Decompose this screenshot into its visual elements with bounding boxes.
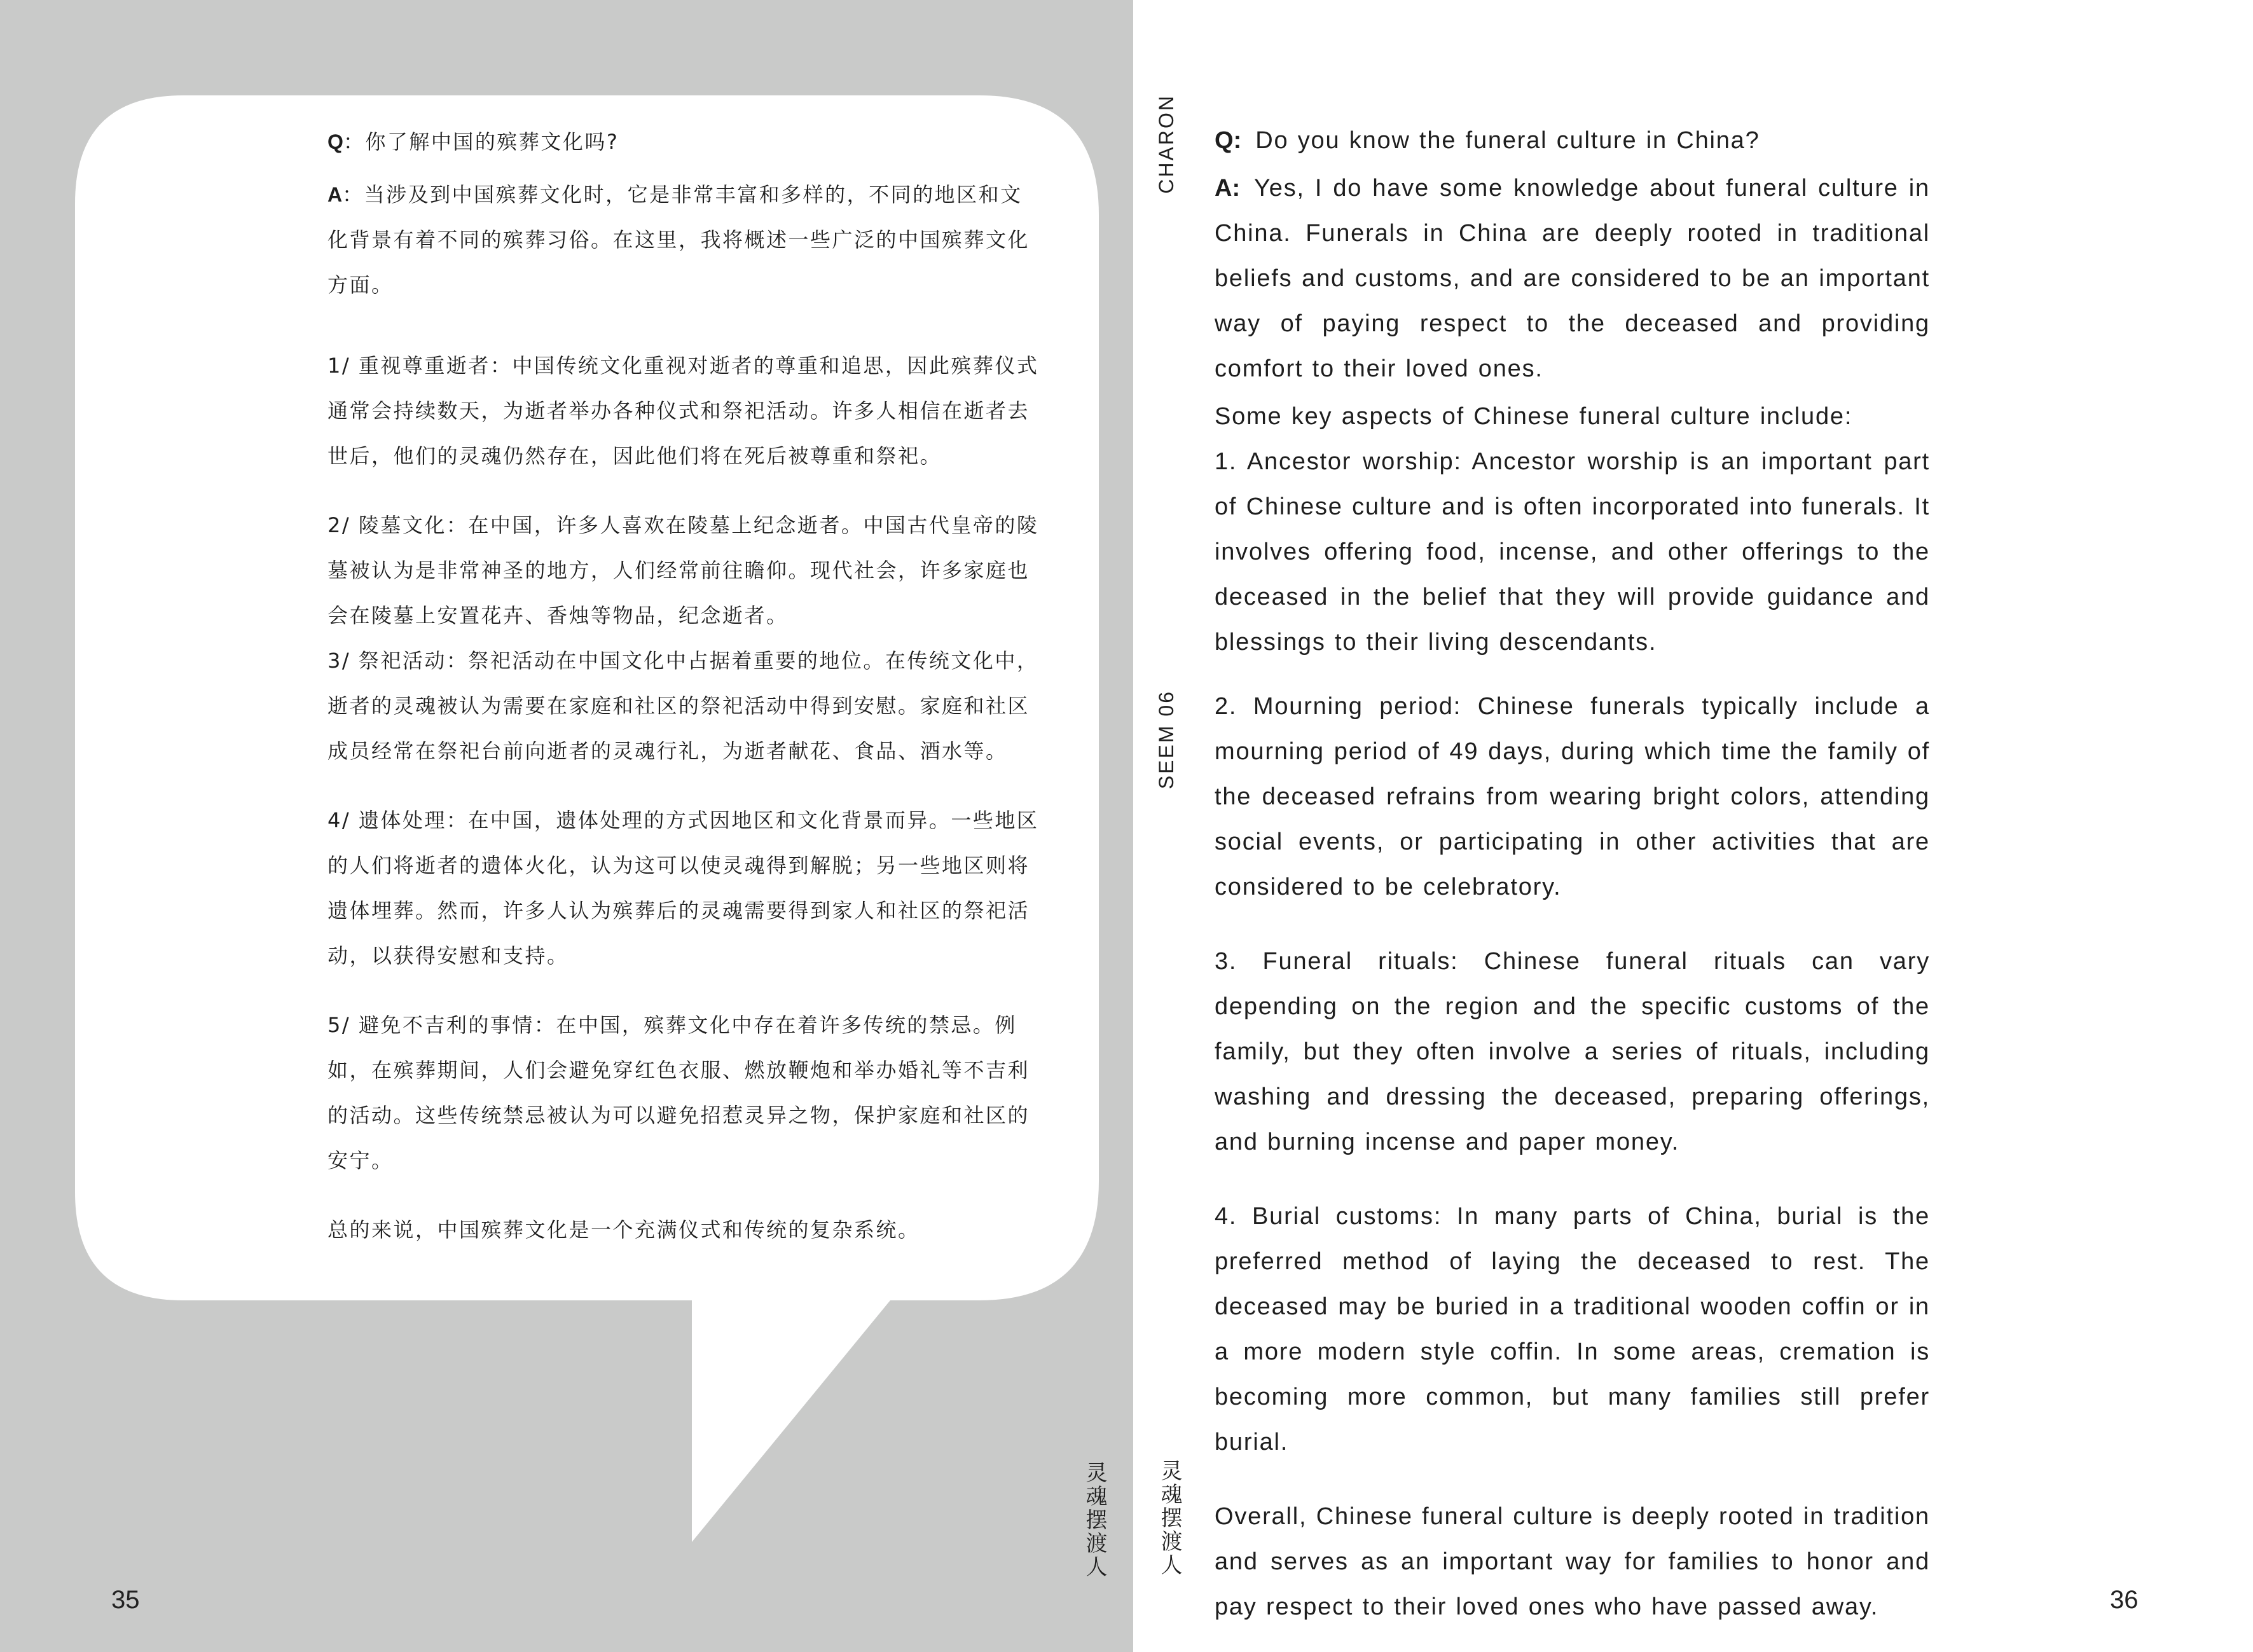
side-label-charon: CHARON [1155, 94, 1178, 194]
cn-question-text: ：你了解中国的殡葬文化吗? [343, 130, 619, 154]
en-answer-intro [1215, 166, 1930, 392]
cn-point-1: 1/ 重视尊重逝者：中国传统文化重视对逝者的尊重和追思，因此殡葬仪式通常会持续数天，为逝者举办各种仪式和祭祀活动。许多人相信在逝者去世后，他们的灵魂仍然存在，因此他们将在死后被尊重和祭祀。 [327, 354, 1039, 468]
cn-point-3: 3/ 祭祀活动：祭祀活动在中国文化中占据着重要的地位。在传统文化中，逝者的灵魂被认为需要在家庭和社区的祭祀活动中得到安慰。家庭和社区成员经常在祭祀台前向逝者的灵魂行礼，为逝者献花、食品、酒水等。 [327, 649, 1039, 763]
cn-point-4: 4/ 遗体处理：在中国，遗体处理的方式因地区和文化背景而异。一些地区的人们将逝者的遗体火化，认为这可以使灵魂得到解脱；另一些地区则将遗体埋葬。然而，许多人认为殡葬后的灵魂需要得到家人和社区的祭祀活动，以获得安慰和支持。 [327, 808, 1039, 968]
page-number-right: 36 [2110, 1586, 2139, 1614]
en-question [1215, 118, 1930, 163]
en-point-2: 2. Mourning period: Chinese funerals typically include a mourning period of 49 days, during which time the family of the deceased refrains from wearing bright colors, attending social events, or participating in other activities that are considered to be celebratory. [1215, 693, 1930, 900]
right-vertical-title: 灵魂摆渡人 [1157, 1459, 1182, 1577]
cn-point-5: 5/ 避免不吉利的事情：在中国，殡葬文化中存在着许多传统的禁忌。例如，在殡葬期间，人们会避免穿红色衣服、燃放鞭炮和举办婚礼等不吉利的活动。这些传统禁忌被认为可以避免招惹灵异之物，保护家庭和社区的安宁。 [327, 1013, 1030, 1173]
en-point-1: 1. Ancestor worship: Ancestor worship is an important part of Chinese culture and is often incorporated into funerals. It involves offering food, incense, and other offerings to the deceased in the belief that they will provide guidance and blessings to their living descendants. [1215, 448, 1930, 656]
side-label-seem: SEEM 06 [1155, 690, 1178, 790]
en-a-colon: : [1232, 175, 1241, 202]
cn-question [327, 120, 1043, 165]
en-q-letter: Q [1215, 127, 1234, 154]
en-q-colon: : [1233, 127, 1242, 154]
en-point-4: 4. Burial customs: In many parts of China, burial is the preferred method of laying the deceased to rest. The deceased may be buried in a traditional wooden coffin or in a more modern style coffin. In some areas, cremation is becoming more common, but many families still prefer burial. [1215, 1203, 1930, 1456]
en-conclusion: Overall, Chinese funeral culture is deeply rooted in tradition and serves as an important way for families to honor and pay respect to their loved ones who have passed away. [1215, 1503, 1930, 1620]
cn-answer-intro [327, 172, 1043, 308]
en-point-3: 3. Funeral rituals: Chinese funeral rituals can vary depending on the region and the specific customs of the family, but they often involve a series of rituals, including washing and dressing the deceased, preparing offerings, and burning incense and paper money. [1215, 948, 1930, 1155]
en-a-letter: A [1215, 175, 1232, 202]
cn-answer-intro-text: ：当涉及到中国殡葬文化时，它是非常丰富和多样的，不同的地区和文化背景有着不同的殡葬习俗。在这里，我将概述一些广泛的中国殡葬文化方面。 [327, 182, 1030, 297]
en-answer-intro-text: Yes, I do have some knowledge about funeral culture in China. Funerals in China are deeply rooted in traditional beliefs and customs, and are considered to be an important way of paying respect to the deceased and providing comfort to their loved ones. [1215, 175, 1930, 382]
cn-conclusion: 总的来说，中国殡葬文化是一个充满仪式和传统的复杂系统。 [327, 1218, 920, 1242]
cn-point-2: 2/ 陵墓文化：在中国，许多人喜欢在陵墓上纪念逝者。中国古代皇帝的陵墓被认为是非常神圣的地方，人们经常前往瞻仰。现代社会，许多家庭也会在陵墓上安置花卉、香烛等物品，纪念逝者。 [327, 513, 1039, 628]
en-question-text: Do you know the funeral culture in China? [1255, 127, 1760, 154]
cn-a-label: A [327, 183, 343, 206]
chinese-qa-text [327, 120, 1043, 1253]
en-a-label [1215, 175, 1240, 202]
cn-q-label: Q [327, 130, 343, 153]
english-qa-text [1215, 118, 1930, 1630]
en-q-label [1215, 127, 1241, 154]
left-vertical-title: 灵魂摆渡人 [1082, 1461, 1107, 1579]
en-aspects-intro: Some key aspects of Chinese funeral culture include: [1215, 403, 1853, 430]
page-number-left: 35 [111, 1586, 140, 1614]
